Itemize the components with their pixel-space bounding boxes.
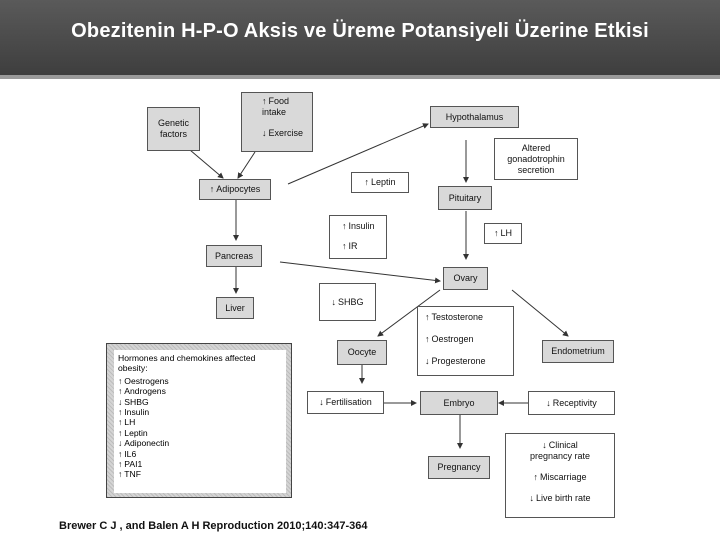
outcomes-box xyxy=(505,433,615,518)
leptin-label: ↑ Leptin xyxy=(364,177,395,188)
pancreas-box xyxy=(206,245,262,267)
legend-item: ↑ LH xyxy=(118,417,282,427)
lh-label: ↑ LH xyxy=(494,228,512,239)
clinical-pregnancy-rate-label: ↓ Clinical pregnancy rate xyxy=(520,440,600,462)
hypothalamus-label: Hypothalamus xyxy=(445,111,504,122)
legend-item: ↑ Oestrogens xyxy=(118,376,282,386)
legend-panel xyxy=(106,343,292,498)
shbg-label: ↓ SHBG xyxy=(331,297,363,308)
shbg-box xyxy=(319,283,376,321)
legend-item: ↓ SHBG xyxy=(118,397,282,407)
pituitary-label: Pituitary xyxy=(448,192,482,203)
progesterone-label: ↓ Progesterone xyxy=(425,356,513,367)
pituitary-box xyxy=(438,186,492,210)
endometrium-box xyxy=(542,340,614,363)
liver-box xyxy=(216,297,254,319)
live-birth-rate-label: ↓ Live birth rate xyxy=(506,493,614,504)
food-exercise-box xyxy=(241,92,313,152)
exercise-label: ↓ Exercise xyxy=(262,128,312,139)
genetic-factors-box xyxy=(147,107,200,151)
ovary-label: Ovary xyxy=(453,273,478,283)
oocyte-label: Oocyte xyxy=(347,347,377,357)
arrow-ovary-to-endometrium xyxy=(512,290,568,336)
receptivity-box xyxy=(528,391,615,415)
oestrogen-label: ↑ Oestrogen xyxy=(425,334,513,345)
legend-item: ↑ Androgens xyxy=(118,386,282,396)
legend-item: ↑ PAI1 xyxy=(118,459,282,469)
fertilisation-box xyxy=(307,391,384,414)
legend-item: ↑ Leptin xyxy=(118,428,282,438)
slide-title: Obezitenin H-P-O Aksis ve Üreme Potansiyeli Üzerine Etkisi xyxy=(71,20,649,42)
arrow-genetic-to-adipocytes xyxy=(190,150,223,178)
legend-item: ↓ Adiponectin xyxy=(118,438,282,448)
ir-label: ↑ IR xyxy=(342,241,386,252)
food-intake-label: ↑ Food intake xyxy=(262,96,302,118)
adipocytes-label: ↑ Adipocytes xyxy=(210,184,261,195)
altered-secretion-box xyxy=(494,138,578,180)
embryo-box xyxy=(420,391,498,415)
legend-item: ↑ Insulin xyxy=(118,407,282,417)
legend-item: ↑ IL6 xyxy=(118,449,282,459)
hormones-box xyxy=(417,306,514,376)
lh-box xyxy=(484,223,522,244)
ovary-box xyxy=(443,267,488,290)
hypothalamus-box xyxy=(430,106,519,128)
genetic-factors-label: Genetic factors xyxy=(157,118,190,139)
miscarriage-label: ↑ Miscarriage xyxy=(506,472,614,483)
arrow-pancreas-to-ovary xyxy=(280,262,440,281)
legend-item: ↑ TNF xyxy=(118,469,282,479)
adipocytes-box xyxy=(199,179,271,200)
insulin-label: ↑ Insulin xyxy=(342,221,386,232)
receptivity-label: ↓ Receptivity xyxy=(546,398,597,409)
liver-label: Liver xyxy=(225,302,245,313)
altered-secretion-label: Altered gonadotrophin secretion xyxy=(507,143,565,175)
endometrium-label: Endometrium xyxy=(551,346,605,356)
citation: Brewer C J , and Balen A H Reproduction 2010;140:347-364 xyxy=(59,520,368,532)
testosterone-label: ↑ Testosterone xyxy=(425,312,513,323)
embryo-label: Embryo xyxy=(443,397,475,408)
arrow-food-to-adipocytes xyxy=(238,152,255,178)
pregnancy-label: Pregnancy xyxy=(437,462,481,472)
leptin-box xyxy=(351,172,409,193)
pregnancy-box xyxy=(428,456,490,479)
legend-content xyxy=(114,350,286,493)
pancreas-label: Pancreas xyxy=(214,250,254,261)
legend-heading: Hormones and chemokines affected obesity: xyxy=(118,353,256,374)
insulin-ir-box xyxy=(329,215,387,259)
fertilisation-label: ↓ Fertilisation xyxy=(319,397,372,408)
oocyte-box xyxy=(337,340,387,365)
